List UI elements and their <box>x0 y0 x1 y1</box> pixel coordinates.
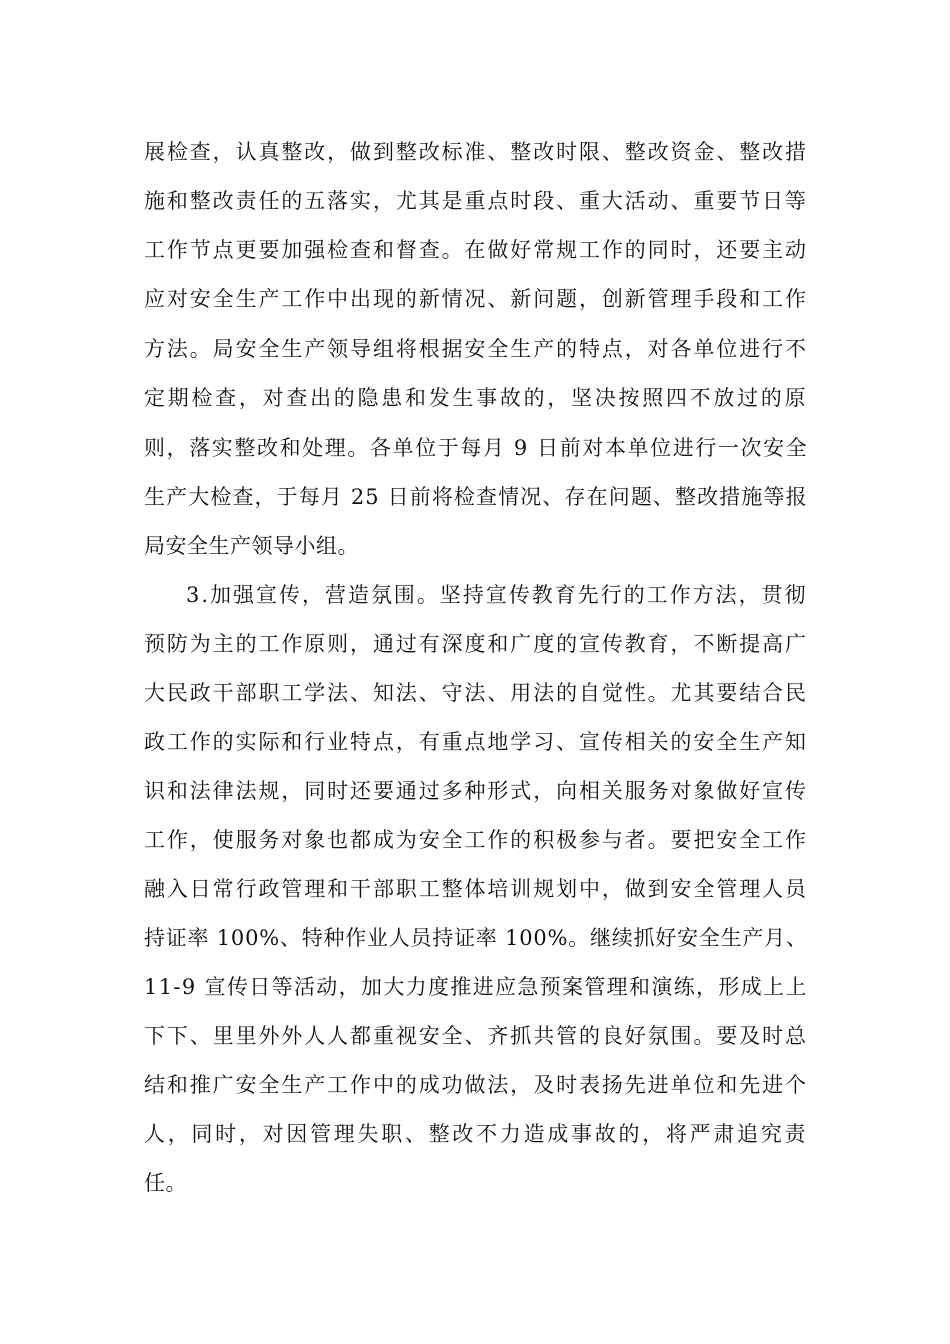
text-line: 持证率 100%、特种作业人员持证率 100%。继续抓好安全生产月、 <box>144 926 808 950</box>
text-line: 人，同时，对因管理失职、整改不力造成事故的，将严肃追究责 <box>144 1122 809 1146</box>
text-line: 预防为主的工作原则，通过有深度和广度的宣传教育，不断提高广 <box>144 632 808 656</box>
text-line: 施和整改责任的五落实，尤其是重点时段、重大活动、重要节日等 <box>144 189 808 213</box>
text-line: 识和法律法规，同时还要通过多种形式，向相关服务对象做好宣传 <box>144 779 808 803</box>
text-line: 政工作的实际和行业特点，有重点地学习、宣传相关的安全生产知 <box>144 730 808 754</box>
text-line: 工作，使服务对象也都成为安全工作的积极参与者。要把安全工作 <box>144 828 808 852</box>
text-line: 局安全生产领导小组。 <box>144 534 359 558</box>
text-line: 下下、里里外外人人都重视安全、齐抓共管的良好氛围。要及时总 <box>144 1024 808 1048</box>
text-line: 结和推广安全生产工作中的成功做法，及时表扬先进单位和先进个 <box>144 1073 808 1097</box>
text-line: 任。 <box>144 1171 187 1195</box>
text-line: 融入日常行政管理和干部职工整体培训规划中，做到安全管理人员 <box>144 877 808 901</box>
section-heading-line: 3.加强宣传，营造氛围。坚持宣传教育先行的工作方法，贯彻 <box>186 583 808 607</box>
text-line: 11-9 宣传日等活动，加大力度推进应急预案管理和演练，形成上上 <box>144 975 808 999</box>
text-line: 则，落实整改和处理。各单位于每月 9 日前对本单位进行一次安全 <box>144 436 809 460</box>
text-line: 生产大检查，于每月 25 日前将检查情况、存在问题、整改措施等报 <box>144 485 808 509</box>
text-line: 方法。局安全生产领导组将根据安全生产的特点，对各单位进行不 <box>144 337 808 361</box>
text-line: 展检查，认真整改，做到整改标准、整改时限、整改资金、整改措 <box>144 140 808 164</box>
text-line: 工作节点更要加强检查和督查。在做好常规工作的同时，还要主动 <box>144 238 808 262</box>
text-line: 定期检查，对查出的隐患和发生事故的，坚决按照四不放过的原 <box>144 386 809 410</box>
text-line: 应对安全生产工作中出现的新情况、新问题，创新管理手段和工作 <box>144 287 808 311</box>
text-line: 大民政干部职工学法、知法、守法、用法的自觉性。尤其要结合民 <box>144 681 808 705</box>
